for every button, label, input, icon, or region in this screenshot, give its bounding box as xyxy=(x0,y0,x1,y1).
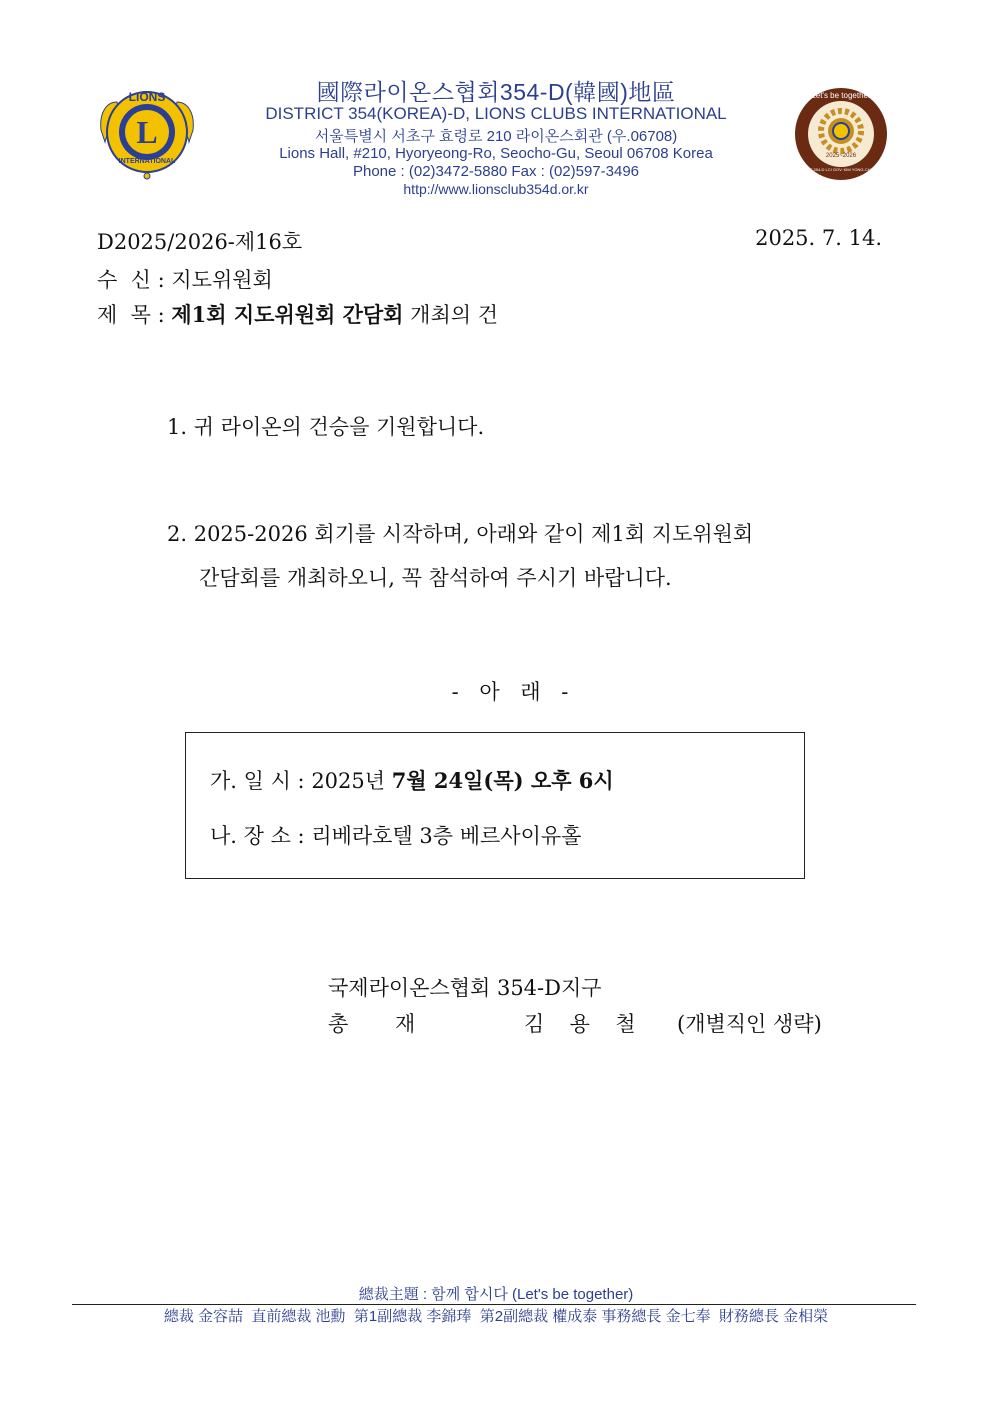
footer-theme: 總裁主題 : 함께 합시다 (Let's be together) xyxy=(358,1286,634,1303)
letterhead-district: DISTRICT 354(KOREA)-D, LIONS CLUBS INTERNATIONAL xyxy=(265,104,727,123)
when-year: 2025년 xyxy=(311,769,392,793)
recipient-label: 수 신 : xyxy=(97,268,165,292)
doc-date: 2025. 7. 14. xyxy=(755,226,882,250)
when-datetime: 7월 24일(목) 오후 6시 xyxy=(391,768,614,793)
subject-label: 제 목 : xyxy=(97,303,165,327)
seal-bottom-text: DIST 354-D LCI GOV. KIM YONG-CHEOL xyxy=(803,167,879,172)
letterhead-address-ko: 서울특별시 서초구 효령로 210 라이온스회관 (우.06708) xyxy=(314,128,678,145)
signature-org: 국제라이온스협회 354-D지구 xyxy=(328,976,602,1000)
logo-bottom-text: INTERNATIONAL xyxy=(118,158,176,165)
subject-bold: 제1회 지도위원회 간담회 xyxy=(171,302,404,327)
letterhead-address-en: Lions Hall, #210, Hyoryeong-Ro, Seocho-Gu, Seoul 06708 Korea xyxy=(279,145,713,162)
signature-name: 김 용 철 xyxy=(524,1012,636,1036)
below-heading: - 아 래 - xyxy=(451,680,569,704)
signature-position: 총 재 xyxy=(328,1012,416,1036)
paragraph-2-line-2: 간담회를 개최하오니, 꼭 참석하여 주시기 바랍니다. xyxy=(199,566,672,590)
signature-note: (개별직인 생략) xyxy=(677,1012,822,1036)
footer-officers: 總裁 金容喆 直前總裁 池勳 第1副總裁 李錦琫 第2副總裁 權成泰 事務總長 金七奉 財務總長 金相榮 xyxy=(163,1308,829,1325)
where-value: 리베라호텔 3층 베르사이유홀 xyxy=(311,824,582,848)
notice-where xyxy=(210,820,581,850)
where-label: 나. 장 소 : xyxy=(210,824,312,848)
letterhead-title: 國際라이온스협회354-D(韓國)地區 xyxy=(316,79,676,105)
recipient-value: 지도위원회 xyxy=(171,268,273,292)
when-label: 가. 일 시 : xyxy=(210,769,312,793)
seal-years: 2025~2026 xyxy=(825,153,857,159)
doc-number: D2025/2026-제16호 xyxy=(97,230,303,254)
letterhead-website[interactable]: http://www.lionsclub354d.or.kr xyxy=(403,181,589,197)
seal-top-text: Let's be together xyxy=(811,91,871,100)
notice-box xyxy=(185,732,805,879)
logo-letter: L xyxy=(136,114,158,150)
letterhead-phone-fax: Phone : (02)3472-5880 Fax : (02)597-3496 xyxy=(352,163,640,180)
logo-top-text: LIONS xyxy=(128,90,166,104)
recipient-row xyxy=(97,264,273,294)
subject-rest: 개최의 건 xyxy=(410,303,498,327)
paragraph-2-line-1: 2. 2025-2026 회기를 시작하며, 아래와 같이 제1회 지도위원회 xyxy=(167,522,754,546)
notice-when xyxy=(210,765,614,795)
paragraph-1: 1. 귀 라이온의 건승을 기원합니다. xyxy=(167,415,485,439)
subject-row xyxy=(97,299,498,329)
